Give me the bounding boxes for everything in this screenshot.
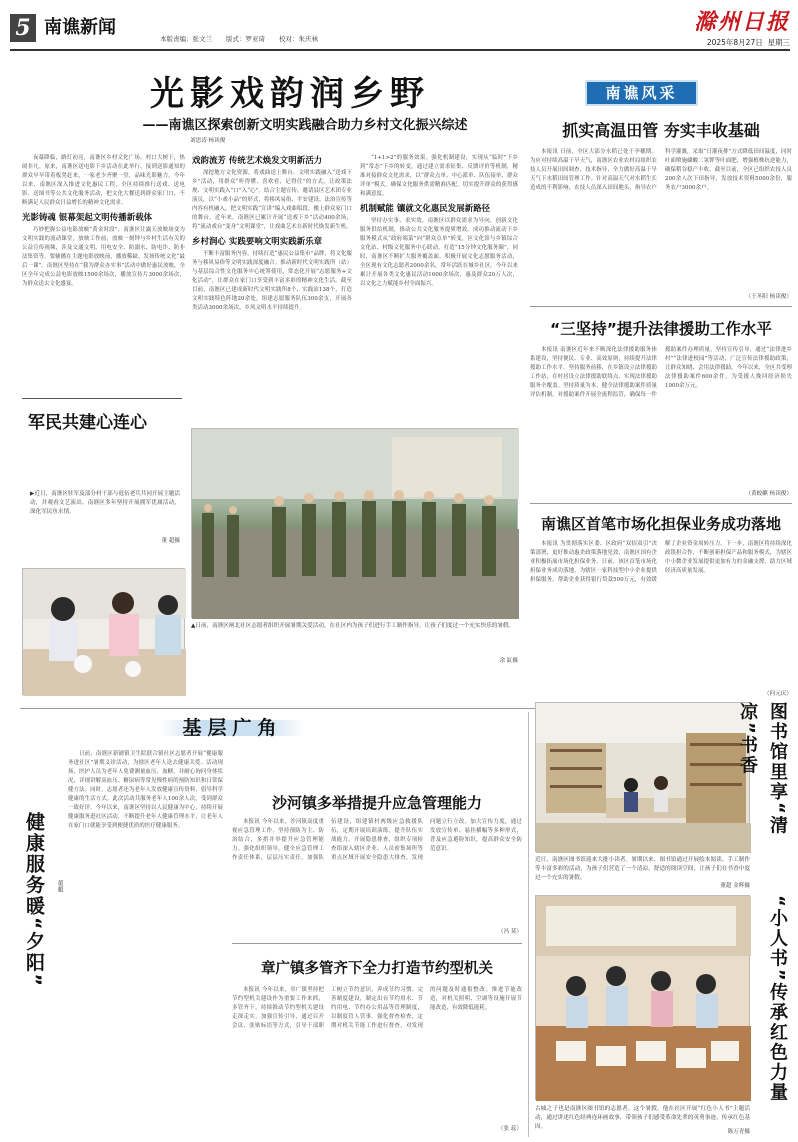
article-c-body: 本报讯 为贯彻落实区委、区政府“双招双引”决策部署，更好推动惠企政策落地见效，南谯区国有企业积极拓展市场化担保业务。日前，该区首笔市场化担保业务成功落地，为辖区一家科技型中小企业提供担保服务，帮助企业获得银行贷款500万元，有效缓解了企业资金周转压力。下一步，南谯区将持续深化政银担合作，不断创新担保产品和服务模式，为辖区中小微企业发展提供更加有力的金融支撑，助力区域经济高质量发展。 xyxy=(530,541,792,583)
library-photo-art xyxy=(536,703,751,853)
newspaper-logo: 滁州日报 xyxy=(693,9,790,35)
lead-subhead-2: 戏韵流芳 传统艺术焕发文明新活力 xyxy=(192,155,323,165)
article-d-byline: 董超 xyxy=(56,880,63,892)
editor-credit: 本版责编：张文兰 xyxy=(160,35,212,43)
article-a-rule xyxy=(530,306,792,307)
nanqiao-wind-banner-text: 南谯风采 xyxy=(605,84,678,102)
children-craft-photo xyxy=(22,568,185,695)
article-d-title: 健康服务暖“夕阳” xyxy=(23,812,45,988)
article-c-title: 南谯区首笔市场化担保业务成功落地 xyxy=(540,515,781,533)
proofreader-credit: 校对：朱庆林 xyxy=(279,35,318,43)
article-a-byline: （王冬阳 杨读俊） xyxy=(745,294,792,300)
masthead xyxy=(0,0,798,52)
article-f-title: 章广镇多管齐下全力打造节约型机关 xyxy=(261,961,493,977)
article-a-body: 本报讯 日前，全区大部分水稻已处于孕穗期。为应对持续高温干旱天气，南谯区农业农村局组织农技人员开展田间调查、技术指导，全力做好高温干旱天气下水稻田间管理工作。针对高温天气对水稻生长造成的不利影响，农技人员深入田间地头，指导农户科学灌溉，采取“日灌夜排”方式降低田间温度，同时叶面喷施磷酸二氢钾等叶面肥，增强植株抗逆能力，确保稻谷稳产丰收。截至目前，全区已组织农技人员200余人次下田指导，发放技术资料5000余份，服务农户3000余户。 xyxy=(530,149,792,191)
library-photo xyxy=(535,702,750,852)
article-b-title: “三坚持”提升法律援助工作水平 xyxy=(550,320,772,338)
article-d-body: 日前，南谯区新铺镇卫生院联合镇社区志愿者开展“健康服务进社区”暑期义诊活动，为辖区老年人送去健康关爱。活动现场，医护人员为老年人免费测量血压、血糖，并耐心询问身体状况，详细讲解高血压、糖尿病等常见慢性病的预防知识和日常保健方法。同时，志愿者还为老年人发放健康宣传资料，倡导科学健康的生活方式。此次活动共服务老年人100余人次，受到群众一致好评。今年以来，南谯区坚持以人民健康为中心，持续开展健康服务进社区活动，不断提升老年人健康管理水平，让老年人在家门口就能享受到便捷优质的医疗健康服务。 xyxy=(68,751,223,829)
military-photo xyxy=(191,428,518,618)
designer-credit: 版式：罗亚琦 xyxy=(226,35,265,43)
article-e-title: 沙河镇多举措提升应急管理能力 xyxy=(271,794,482,812)
library-byline: 董超 金辉摄 xyxy=(720,883,750,889)
mid-divider xyxy=(20,708,586,709)
lead-subhead-1: 光影铸魂 银幕架起文明传播新载体 xyxy=(22,212,153,222)
article-a-title: 抓实高温田管 夯实丰收基础 xyxy=(562,121,760,140)
section-name: 南谯新闻 xyxy=(44,17,116,38)
volunteer-byline: 余 缸摄 xyxy=(499,658,518,664)
article-f-body: 本报讯 今年以来，章广镇坚持把节约型机关建设作为重要工作来抓，多管齐下，持续推动节约型机关建设走深走实。加强宣传引导，通过召开会议、张贴标语等方式，引导干部职工树立节约意识，养成节约习惯。完善制度建设，制定出台节约用水、节约用电、节约办公用品等管理制度，以制度管人管事。强化督查检查，定期对机关节能工作进行督查，对发现的问题及时通报整改。推进节能改造，对机关照明、空调等设施开展节能改造，有效降低能耗。 xyxy=(232,987,522,1029)
grassroots-banner xyxy=(160,714,305,742)
small-books-photo-art xyxy=(536,896,751,1101)
article-e-body: 本报讯 今年以来，沙河镇高度重视应急管理工作，坚持预防为主、防治结合，多措并举提升应急管理能力。强化组织领导，健全应急管理工作责任体系，层层压实责任。加强队伍建设，组建镇村两级应急救援队伍，定期开展培训演练，提升队伍实战能力。开展隐患排查，组织专项检查组深入辖区企业、人员密集场所等重点区域开展安全隐患大排查，发现问题立行立改。加大宣传力度，通过发放宣传单、悬挂横幅等多种形式，普及应急避险知识，提高群众安全防范意识。 xyxy=(232,819,522,861)
military-title: 军民共建心连心 xyxy=(28,413,147,433)
article-f-byline: （张 蕊） xyxy=(497,1126,522,1132)
article-e-byline: （冯 莫） xyxy=(497,929,522,935)
lead-subtitle: ——南谯区探索创新文明实践融合助力乡村文化振兴综述 xyxy=(142,118,468,133)
page-number-box: 5 xyxy=(10,14,36,42)
volunteer-caption: ▲日前，南谯区闸北社区志愿者组织开展暑期关爱活动，在社区内为孩子们进行手工制作指导，让孩子们度过一个充实快乐的暑假。 xyxy=(191,623,515,629)
grassroots-banner-text: 基层广角 xyxy=(182,717,283,739)
lead-byline: 刘思涛 杨读俊 xyxy=(190,138,226,144)
lead-col3: “1+1>2”的服务效果。强化机制建设，实现从“临时”下乡到“常态”下乡的转变，通过建立需求征集、反馈评价等机制，精准对接群众文化需求，以“群众点单、中心派单、队伍接单、群众评单”模式，确保文化服务供需精准匹配，切实提升群众的获得感和满意度。 机制赋能 镶就文化惠民发展新路径 坚持办实事、求实效，南谯区以群众需求为导向，创新文化服务供给机制，推动公共文化服务提质增效。成功推动流动下乡服务模式从“政府端菜”向“群众点单”转变，区文化馆与乡镇综合文化站、村级文化服务中心联动，打造“15分钟文化服务圈”。同时，南谯区不断扩大服务覆盖面，积极开展文化志愿服务活动，全区现有文化志愿者2000余名，常年活跃在城乡社区。今年以来累计开展各类文化惠民活动1600余场次，惠及群众20万人次，以文化之力赋能乡村全面振兴。 xyxy=(360,155,518,287)
lead-subhead-3: 乡村润心 实践要响文明实践新乐章 xyxy=(192,236,323,246)
lead-subhead-4: 机制赋能 镶就文化惠民发展新路径 xyxy=(360,203,491,213)
small-books-caption: 古城之子也是南谯区图书馆的志愿者。这个暑假，他在社区开展“红色小人书”主题活动，通过讲述红色经典连环画故事，带领孩子们感受革命先辈的英勇事迹，传承红色基因。 xyxy=(535,1106,750,1130)
lead-bottom-rule xyxy=(22,398,182,399)
small-books-byline: 陈万青摄 xyxy=(727,1129,750,1135)
military-byline: 董 超摄 xyxy=(161,538,180,544)
issue-date: 2025年8月27日 星期三 xyxy=(706,38,790,47)
small-books-photo xyxy=(535,895,750,1100)
library-caption: 近日，南谯区图书馆迎来大批小读者。暑期以来，图书馆通过开展绘本阅读、手工制作等丰富多彩的活动，为孩子们营造了一个清凉、舒适的阅读空间，让孩子们在书香中度过一个充实的暑假。 xyxy=(535,857,750,881)
military-caption: ▶近日，南谯区驻军及部分村干部与退伍老兵共同开展主题活动，并观看文艺演出。南谯区多年坚持开展拥军优属活动，深化军民鱼水情。 xyxy=(30,491,180,515)
right-col-divider xyxy=(528,712,529,1137)
children-craft-photo-art xyxy=(23,569,186,696)
military-photo-art xyxy=(192,429,519,619)
article-e-rule xyxy=(232,943,522,944)
lead-title: 光影戏韵润乡野 xyxy=(150,74,430,114)
credits xyxy=(160,34,460,43)
nanqiao-wind-banner xyxy=(585,80,698,106)
article-b-body: 本报讯 南谯区近年来不断深化法律援助服务体系建设，坚持便民、专业、高效原则，持续提升法律援助工作水平。坚持服务前移，在乡镇设立法律援助工作站，在村居设立法律援助联络点，实现法律援助服务全覆盖。坚持质量为本，健全法律援助案件质量评估机制，对援助案件开展全流程监管，确保每一件援助案件办理质量。坚持宣传引导，通过“法律进乡村”“法律进校园”等活动，广泛宣传法律援助政策，让群众知晓、会用法律援助。今年以来，全区共受理法律援助案件600余件，为受援人挽回经济损失1000余万元。 xyxy=(530,347,792,398)
lead-col1: 夜幕降临，路灯初亮，南谯区乡村文化广场、村口大树下，热闹非凡。原来，南谯区送电影下乡活动在此举行。接到送影通知的群众早早带着板凳赶来，一家老少齐聚一堂，品味光影魅力。今年以来，南谯区深入推进文化惠民工程，全区持续推行送戏、送电影、送图书等公共文化服务活动，把文化大餐送到群众家门口，不断满足人民群众日益增长的精神文化需求。 光影铸魂 银幕架起文明传播新载体 巧妙把握公益电影放映“黄金时段”，南谯区让露天放映场变为文明实践的流动课堂。放映工作前，放映一刻钟与乡村生活有关的公益宣传视频，涉及交通文明、用电安全、防溺水、防电诈、防非法集资等。要辅播在主题电影放映前，播放稀缺、发扬传统文化“最后一课”。南谯区坚持在“我为群众办实事”活动中做好惠民放映，全区全年完成公益电影放映1500余场次，播放宣传片3000余场次，为群众送去文化盛宴。 xyxy=(22,155,185,287)
article-b-byline: （黄蛟麒 杨读俊） xyxy=(745,491,792,497)
lead-col2: 戏韵流芳 传统艺术焕发文明新活力 深挖地方文化资源，将戏曲送上舞台。文明实践融入“送戏下乡”活动，用群众“听得懂、喜欢看、记得住”的方式，让政策法规、文明实践入“口”入“心”。结合主题宣传，邀请县区艺术团专业演员，以“小戏小品”的形式，将移风易俗、平安建设、法治宣传等内容有机融入，把文明实践“宣讲”编入戏曲唱段，搬上群众家门口的舞台。近年来，南谯区已累计开展“送戏下乡”活动400余场，将“流动戏台”变身“文明课堂”，让戏曲艺术在新时代焕发新生机。 乡村润心 实践要响文明实践新乐章 不断丰富服务内容，持续打造“惠民公益集市”品牌，将文化服务与移风易俗等文明实践深度融合。推动新时代文明实践所（站）与基层综合性文化服务中心统筹使用，常态化开展“志愿服务+文化活动”，让群众在家门口享受到丰富多彩的精神文化生活。截至目前，南谯区已建成新时代文明实践所8个、实践站138个，打造文明实践特色阵地20余处，组建志愿服务队伍300余支，开展各类活动3000余场次，乡风文明水平持续提升。 xyxy=(192,155,352,311)
article-b-rule xyxy=(530,503,792,504)
small-books-title: “小人书”传承红色力量 xyxy=(767,895,788,1103)
masthead-rule xyxy=(10,49,790,51)
library-title: 图书馆里享“清凉”书香 xyxy=(737,702,788,836)
article-c-byline: （何元庆） xyxy=(764,691,792,697)
